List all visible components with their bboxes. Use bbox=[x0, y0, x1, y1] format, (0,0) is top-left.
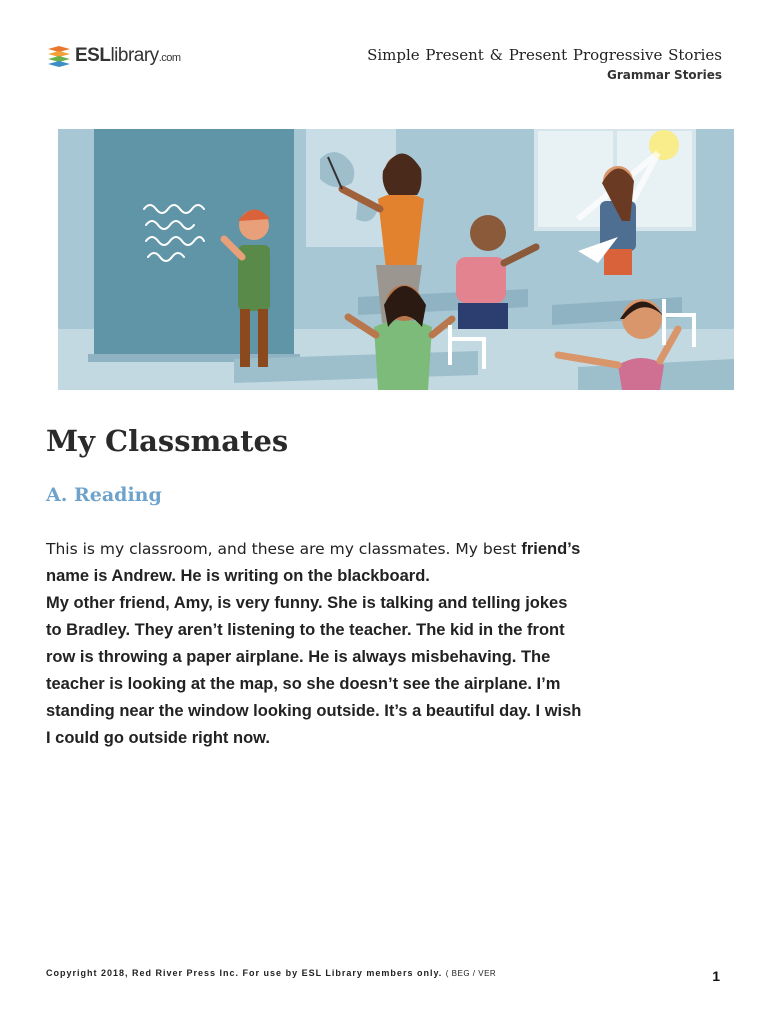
story-title: My Classmates bbox=[46, 424, 289, 458]
reading-section-heading: A. Reading bbox=[46, 484, 162, 506]
classroom-illustration bbox=[58, 129, 734, 390]
logo-suffix: .com bbox=[158, 52, 181, 64]
book-stack-icon bbox=[46, 44, 72, 68]
passage-opening-bold: friend’s name is Andrew. He is writing on the blackboard. bbox=[46, 540, 581, 585]
passage-paragraph-1 bbox=[46, 536, 586, 590]
esl-library-logo bbox=[46, 44, 181, 68]
student-at-window bbox=[600, 166, 636, 275]
copyright-footer bbox=[46, 968, 496, 978]
page-number: 1 bbox=[712, 968, 720, 984]
document-category: Grammar Stories bbox=[606, 68, 722, 82]
logo-prefix: ESL bbox=[75, 45, 111, 66]
passage-opening: This is my classroom, and these are my classmates. My best bbox=[46, 540, 522, 558]
document-series-title: Simple Present & Present Progressive Stories bbox=[367, 46, 722, 64]
logo-wordmark bbox=[75, 45, 181, 67]
level-label: ( BEG / VER bbox=[445, 969, 497, 978]
document-header bbox=[367, 46, 722, 82]
passage-paragraph-2: My other friend, Amy, is very funny. She is talking and telling jokes to Bradley. They aren’t listening to the teacher. The kid in the front row is throwing a paper airplane. He is always misbehaving. The teacher is looking at the map, so she doesn’t see the airplane. I’m standing near the window looking outside. It’s a beautiful day. I wish I could go outside right now. bbox=[46, 594, 582, 747]
copyright-text: Copyright 2018, Red River Press Inc. For use by ESL Library members only. bbox=[46, 968, 443, 978]
reading-passage bbox=[46, 536, 586, 752]
logo-main: library bbox=[110, 45, 159, 66]
